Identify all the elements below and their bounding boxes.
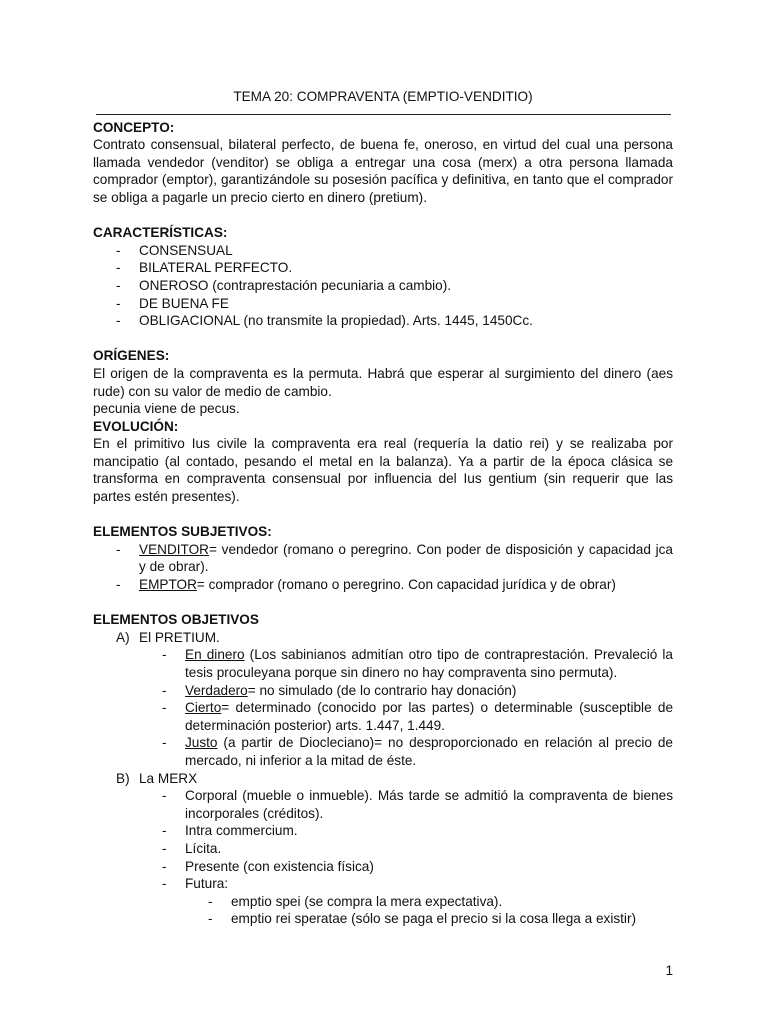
list-item: - ONEROSO (contraprestación pecuniaria a cambio). — [116, 277, 452, 293]
list-item: - Corporal (mueble o inmueble). Más tarde se admitió la compraventa de bienes incorporales (créditos). — [162, 788, 673, 821]
concepto-heading: CONCEPTO: — [93, 119, 175, 135]
merx-list — [93, 787, 673, 893]
subjetivos-list — [93, 541, 673, 594]
evolucion-heading: EVOLUCIÓN: — [93, 418, 179, 434]
list-item: - Verdadero= no simulado (de lo contrario hay donación) — [162, 682, 517, 698]
futura-list — [93, 893, 673, 928]
origenes-heading: ORÍGENES: — [93, 348, 170, 364]
list-item: - Cierto= determinado (conocido por las partes) o determinable (susceptible de determinación posterior) arts. 1.447, 1.449. — [162, 700, 673, 733]
list-item: - Intra commercium. — [162, 823, 298, 839]
concepto-text: Contrato consensual, bilateral perfecto, de buena fe, oneroso, en virtud del cual una persona llamada vendedor (venditor) se obliga a entregar una cosa (merx) a otra persona llamada comprador (emptor), garantizándole su posesión pacífica y definitiva, en tanto que el comprador se obliga a pagarle un precio cierto en dinero (pretium). — [93, 137, 673, 205]
pretium-list — [93, 646, 673, 769]
list-item: - Justo (a partir de Diocleciano)= no desproporcionado en relación al precio de mercado, ni inferior a la mitad de éste. — [162, 735, 673, 768]
list-item: - emptio spei (se compra la mera expectativa). — [208, 893, 503, 909]
list-item: - Futura: — [162, 876, 229, 892]
list-item: - OBLIGACIONAL (no transmite la propiedad). Arts. 1445, 1450Cc. — [116, 313, 533, 329]
list-item: - VENDITOR= vendedor (romano o peregrino. Con poder de disposición y capacidad jca y de obrar). — [116, 541, 673, 575]
list-item: - EMPTOR= comprador (romano o peregrino. Con capacidad jurídica y de obrar) — [116, 577, 616, 593]
list-item: - emptio rei speratae (sólo se paga el precio si la cosa llega a existir) — [208, 911, 636, 927]
caracteristicas-list — [93, 242, 673, 330]
title-rule — [96, 114, 671, 115]
list-item: - Presente (con existencia física) — [162, 858, 374, 874]
list-item: - BILATERAL PERFECTO. — [116, 260, 293, 276]
list-item: - CONSENSUAL — [116, 242, 233, 258]
merx-item: B) La MERX — [116, 770, 198, 786]
document-title: TEMA 20: COMPRAVENTA (EMPTIO-VENDITIO) — [233, 89, 533, 104]
list-item: - Lícita. — [162, 840, 222, 856]
list-item: - En dinero (Los sabinianos admitían otro tipo de contraprestación. Prevaleció la tesis proculeyana porque sin dinero no hay compraventa sino permuta). — [162, 647, 673, 680]
subjetivos-heading: ELEMENTOS SUBJETIVOS: — [93, 524, 272, 540]
origenes-text-2: pecunia viene de pecus. — [93, 401, 240, 417]
list-item: - DE BUENA FE — [116, 295, 229, 311]
page-number: 1 — [665, 963, 673, 978]
caracteristicas-heading: CARACTERÍSTICAS: — [93, 225, 228, 241]
origenes-text: El origen de la compraventa es la permuta. Habrá que esperar al surgimiento del dinero (aes rude) con su valor de medio de cambio. — [93, 365, 673, 399]
pretium-item: A) El PRETIUM. — [116, 629, 220, 645]
objetivos-heading: ELEMENTOS OBJETIVOS — [93, 612, 259, 628]
evolucion-text: En el primitivo Ius civile la compraventa era real (requería la datio rei) y se realizaba por mancipatio (al contado, pesando el metal en la balanza). Ya a partir de la época clásica se transforma en compraventa consensual por influencia del Ius gentium (sin requerir que las partes estén presentes). — [93, 436, 673, 505]
